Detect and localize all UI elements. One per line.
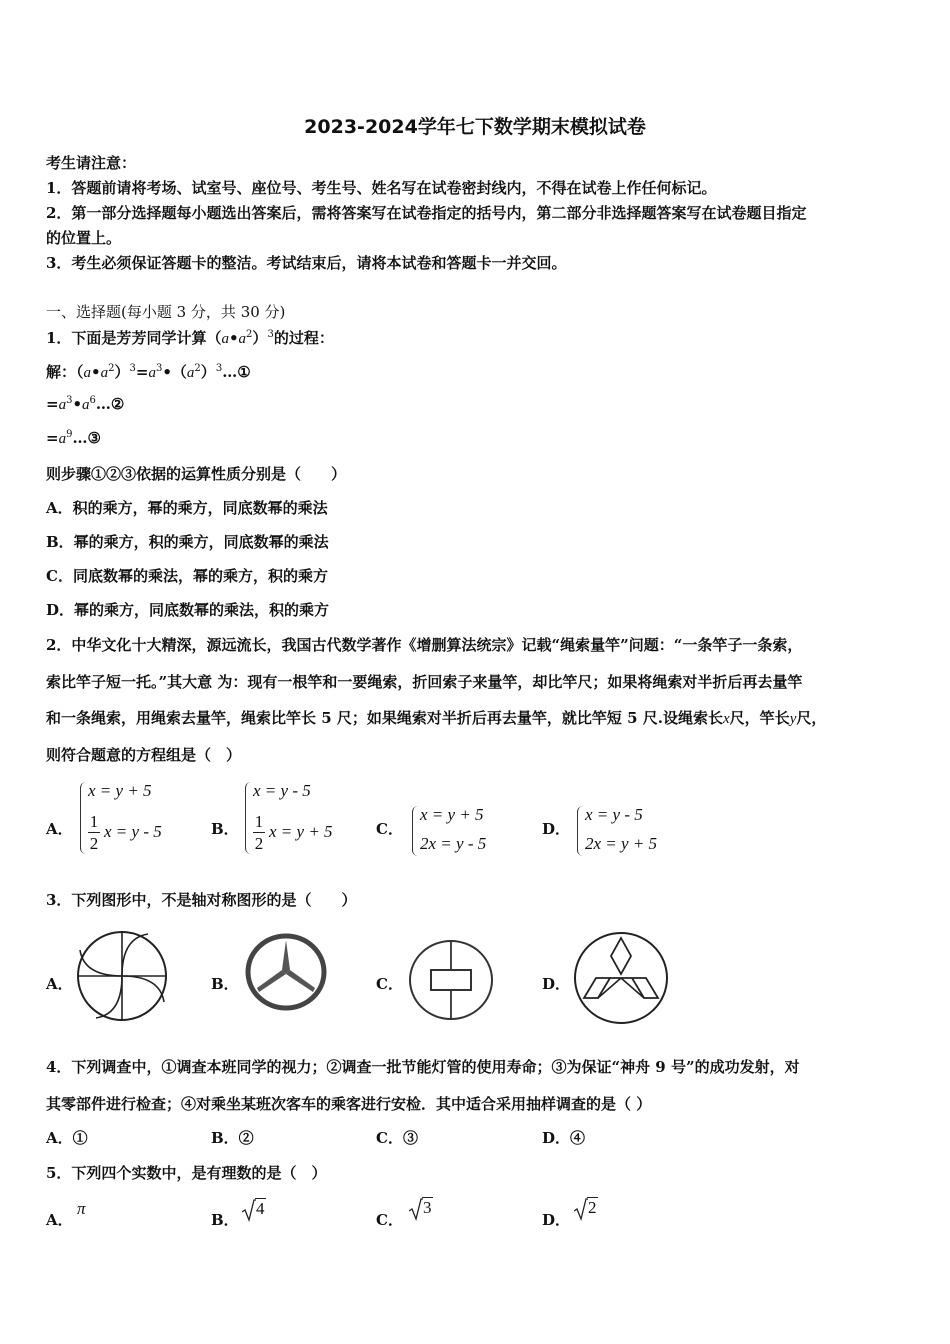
q3-stem: 3．下列图形中，不是轴对称图形的是（ ） <box>46 891 357 909</box>
q2-line-3: 和一条绳索，用绳索去量竿，绳索比竿长 5 尺；如果绳索对半折后再去量竿，就比竿短 5 尺.设绳索长x尺，竿长y尺， <box>46 709 827 727</box>
q3-option-c-label: C． <box>376 975 403 993</box>
q2-option-d-eq1: x = y - 5 <box>585 805 643 824</box>
q5-option-a-label: A． <box>46 1211 73 1229</box>
q1-option-a: A．积的乘方，幂的乘方，同底数幂的乘法 <box>46 499 328 517</box>
q5-option-b-radicand: 4 <box>256 1199 265 1218</box>
q4-option-c: C．③ <box>376 1129 418 1147</box>
q2-option-d-label: D． <box>542 820 571 838</box>
q3-figure-d-diamond-emblem <box>572 930 670 1026</box>
q2-option-c-eq2: 2x = y - 5 <box>420 834 487 853</box>
q2-option-a-eq2: x = y - 5 <box>104 822 162 841</box>
q2-option-a-frac-num: 1 <box>89 812 99 831</box>
notice-heading: 考生请注意： <box>46 154 137 172</box>
q5-option-d-label: D． <box>542 1211 571 1229</box>
notice-item-2: 2．第一部分选择题每小题选出答案后，需将答案写在试卷指定的括号内，第二部分非选择题答案写在试卷题目指定 <box>46 204 807 222</box>
q4-option-a: A．① <box>46 1129 88 1147</box>
page-title: 2023-2024学年七下数学期末模拟试卷 <box>304 116 646 138</box>
q3-option-a-label: A． <box>46 975 73 993</box>
q2-option-b-eq2: x = y + 5 <box>269 822 333 841</box>
q2-option-c-label: C． <box>376 820 403 838</box>
q5-option-b-label: B． <box>211 1211 239 1229</box>
q2-option-d-eq2: 2x = y + 5 <box>585 834 658 853</box>
notice-item-3: 3．考生必须保证答题卡的整洁。考试结束后，请将本试卷和答题卡一并交回。 <box>46 254 567 272</box>
q3-option-d-label: D． <box>542 975 571 993</box>
notice-item-1: 1．答题前请将考场、试室号、座位号、考生号、姓名写在试卷密封线内，不得在试卷上作任何标记。 <box>46 179 717 197</box>
q2-option-a-eq1: x = y + 5 <box>88 781 152 800</box>
q1-step-3: $=a^9\dots ③$ <box>46 429 101 447</box>
q2-option-b-frac-num: 1 <box>254 812 264 831</box>
q2-option-a-frac-den: 2 <box>89 834 99 853</box>
q2-line-1: 2．中华文化十大精深，源远流长，我国古代数学著作《增删算法统宗》记载“绳索量竿”问题：“一条竿子一条索， <box>46 636 803 654</box>
q2-option-c-eq1: x = y + 5 <box>420 805 484 824</box>
q2-option-b-frac-bar <box>253 832 265 833</box>
q5-stem: 5．下列四个实数中，是有理数的是（ ） <box>46 1164 327 1182</box>
q1-stem: 1．下面是芳芳同学计算$(a•a^2)^3$的过程： <box>46 329 334 347</box>
q2-option-c-brace <box>412 806 419 856</box>
q4-option-d: D．④ <box>542 1129 586 1147</box>
q3-option-b-label: B． <box>211 975 239 993</box>
q1-step-2: $=a^3•a^6\dots ②$ <box>46 395 125 413</box>
q4-line-2: 其零部件进行检查；④对乘坐某班次客车的乘客进行安检．其中适合采用抽样调查的是（ ） <box>46 1095 652 1113</box>
q5-option-c-label: C． <box>376 1211 403 1229</box>
q2-option-d-brace <box>577 806 584 856</box>
q1-question: 则步骤①②③依据的运算性质分别是（ ） <box>46 465 347 483</box>
q5-option-b-radical-sign <box>242 1198 256 1222</box>
q1-option-b: B．幂的乘方，积的乘方，同底数幂的乘法 <box>46 533 329 551</box>
q2-option-a-brace <box>80 782 87 854</box>
q2-option-b-eq1: x = y - 5 <box>253 781 311 800</box>
q3-figure-b-star-emblem <box>243 932 329 1012</box>
q1-option-c: C．同底数幂的乘法，幂的乘方，积的乘方 <box>46 567 328 585</box>
q5-option-d-radical-sign <box>574 1197 588 1221</box>
q5-option-c-radical-sign <box>409 1197 423 1221</box>
q2-option-b-label: B． <box>211 820 239 838</box>
q1-step-1: 解：$(a•a^2)^3=a^3•(a^2)^3\dots ①$ <box>46 363 251 381</box>
q5-option-c-radicand: 3 <box>423 1198 432 1217</box>
notice-item-2-cont: 的位置上。 <box>46 229 122 247</box>
q4-line-1: 4．下列调查中，①调查本班同学的视力；②调查一批节能灯管的使用寿命；③为保证“神舟 9 号”的成功发射，对 <box>46 1058 800 1076</box>
q2-line-4: 则符合题意的方程组是（ ） <box>46 746 242 764</box>
q2-option-a-label: A． <box>46 820 73 838</box>
q5-option-d-radicand: 2 <box>588 1198 597 1217</box>
q4-option-b: B．② <box>211 1129 254 1147</box>
q2-option-a-frac-bar <box>88 832 100 833</box>
q2-option-b-frac-den: 2 <box>254 834 264 853</box>
q5-option-a-pi: π <box>77 1199 86 1218</box>
section-heading: 一、选择题(每小题 3 分，共 30 分) <box>46 303 286 321</box>
q3-figure-a-pinwheel <box>74 928 170 1024</box>
q3-figure-c-circle-rectangle <box>406 938 496 1022</box>
q1-option-d: D．幂的乘方，同底数幂的乘法，积的乘方 <box>46 601 330 619</box>
q2-line-2: 索比竿子短一托。”其大意 为：现有一根竿和一要绳索，折回索子来量竿，却比竿尺；如果将绳索对半折后再去量竿 <box>46 673 803 691</box>
q2-option-b-brace <box>245 782 252 854</box>
